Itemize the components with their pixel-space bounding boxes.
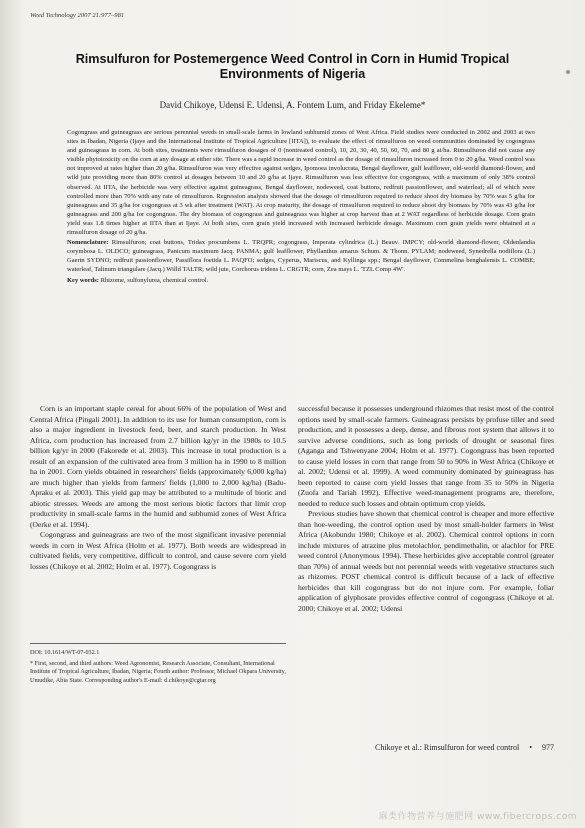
keywords	[67, 276, 535, 285]
title-line-2: Environments of Nigeria	[219, 67, 366, 81]
footer-bullet: •	[529, 743, 532, 752]
keywords-text: Rhizome, sulfonylurea, chemical control.	[100, 276, 209, 284]
journal-running-head: Weed Technology 2007 21:977–981	[30, 12, 125, 19]
author-list: David Chikoye, Udensi E. Udensi, A. Fontem Lum, and Friday Ekeleme*	[159, 100, 426, 110]
page-number: 977	[542, 743, 554, 752]
running-foot: Chikoye et al.: Rimsulfuron for weed control	[374, 743, 520, 752]
abstract	[67, 128, 535, 285]
scan-margin-mark	[566, 70, 570, 74]
body-column-right	[298, 404, 554, 614]
article-title	[30, 52, 555, 82]
nomenclature-text: Rimsulfuron; coat buttons, Tridax procumbens L. TRQPR; cogongrass, Imperata cylindrica (L.) Beauv. IMPCY; old-world diamond-flower, Oldenlandia corymbosa L. OLDCO; guineagrass, Panicum maximum Jacq. PANMA; gulf leafflower, Phyllanthus amarus Schum. & Thonn. PYLAM; nodeweed, Synedrella nodiflora (L.) Gaertn SYDNO; redfruit passionflower, Passiflora foetida L. PAQFO; sedges, Cyperus, Mariscus, and Kyllinga spp.; Bengal dayflower, Commelina benghalensis L. COMBE; waterleaf, Talinum triangulare (Jacq.) Willd TALTR; wild jute, Corchorus tridens L. CRGTR; corn, Zea mays L. 'TZL Comp 4W'.	[67, 239, 535, 274]
footnote-block	[30, 643, 286, 685]
site-watermark: 麻类作物营养与施肥网 www.fibercrops.com	[378, 812, 577, 822]
body-paragraph: successful because it possesses underground rhizomes that resist most of the control options used by small-scale farmers. Guineagrass persists by profuse tiller and seed production, and it possesses a deep, dense, and fibrous root system that allows it to survive adverse conditions, such as long periods of drought or seasonal fires (Aganga and Tshwenyane 2004; Holm et al. 1977). Cogongrass has been reported to cause yield losses in corn that range from 50 to 90% in West Africa (Chikoye et al. 2002; Udensi et al. 1999). A weed community dominated by guineagrass has been reported to cause corn yield losses that range from 35 to 50% in Nigeria (Zuofa and Tariah 1992). Effective weed-management programs are, therefore, needed to reduce such losses and obtain optimum crop yields.	[298, 404, 554, 508]
nomenclature-label: Nomenclature:	[67, 239, 109, 247]
keywords-label: Key words:	[67, 276, 99, 284]
abstract-text: Cogongrass and guineagrass are serious perennial weeds in small-scale farms in lowland subhumid zones of West Africa. Field studies were conducted in 2002 and 2003 at two sites in Ibadan, Nigeria (Ijaye and the International Institute of Tropical Agriculture [IITA]), to evaluate the effect of rimsulfuron on weed communities dominated by cogongrass and guineagrass in corn. At both sites, treatments were rimsulfuron dosages of 0 (nontreated control), 10, 20, 30, 40, 50, 60, 70, and 80 g ai/ha. Rimsulfuron did not cause any visible phytotoxicity on the corn at any dosage at either site. There was a rapid increase in weed control as the dosage of rimsulfuron increased from 0 to 20 g/ha. Weed control was not improved at rates higher than 20 g/ha. Rimsulfuron was very effective against sedges, Ipomoea involucrata, Bengal dayflower, gulf leafflower, old-world diamond-flower, and wild jute providing more than 80% control at dosages between 10 and 20 g/ha at Ijaye. Rimsulfuron was less effective for cogongrass, with a maximum of only 38% control observed. At IITA, the herbicide was very effective against guineagrass, Bengal dayflower, nodeweed, coat buttons, redfruit passionflower, and waterleaf; all of which were controlled more than 70% with any rate of rimsulfuron. Regression analysis showed that the dosage of rimsulfuron required to reduce shoot dry biomass by 70% was 5 g/ha for guineagrass and 35 g/ha for cogongrass at 3 wk after treatment (WAT). At crop maturity, the dosage of rimsulfuron required to reduce shoot dry biomass by 70% was 43 g/ha for guineagrass and 200 g/ha for cogongrass. The dry biomass of cogongrass and guineagrass was higher at crop harvest than at 2 WAT regardless of herbicide dosage. Corn grain yield was 1.8 times higher at IITA than at Ijaye. At both sites, corn grain yield increased with increased herbicide dosage. Maximum corn grain yields were obtained at a rimsulfuron dosage of 20 g/ha.	[67, 129, 535, 237]
body-paragraph: Corn is an important staple cereal for about 66% of the population of West and Central Africa (Pingali 2001). In addition to its use for human consumption, corn is also a major ingredient in livestock feed, beer, and starch production. In West Africa, corn production has increased from 2.7 billion kg/yr in the 1980s to 10.5 billion kg/yr in 2000 (Fakorede et al. 2003). This increase in total production is a result of an expansion of the cultivated area from 3 million ha in 1990 to 8 million ha in 2001. Corn yields obtained in researchers' fields (approximately 6,000 kg/ha) are much higher than yields from farmers' fields (1,000 to 2,000 kg/ha) (Badu-Apraku et al. 2003). This yield gap may be attributed to a multitude of biotic and abiotic stresses. Weeds are among the most serious biotic factors that limit crop productivity in small-scale farms in the humid and subhumid zones of West Africa (Oerke et al. 1994).	[30, 404, 286, 529]
page-footer	[298, 743, 554, 752]
body-column-left	[30, 404, 286, 572]
doi: DOI: 10.1614/WT-07-032.1	[30, 649, 100, 656]
author-footnote: * First, second, and third authors: Weed Agronomist, Research Associate, Consultant, International Institute of Tropical Agriculture, Ibadan, Nigeria; Fourth author: Professor, Michael Okpara University, Umudike, Abia State. Corresponding author's E-mail: d.chikoye@cgiar.org	[30, 659, 286, 684]
nomenclature	[67, 238, 535, 274]
body-paragraph: Previous studies have shown that chemical control is cheaper and more effective than hoe-weeding, the control option used by most small-holder farmers in West Africa (Akobundu 1980; Chikoye et al. 2002). Chemical control options in corn include mixtures of atrazine plus metolachlor, pendimethalin, or alachlor for PRE weed control (Anonymous 1994). These herbicides give acceptable control (greater than 70%) of annual weeds but not perennial weeds with vegetative structures such as rhizomes. POST chemical control is difficult because of a lack of effective herbicides that kill cogongrass but do not injure corn. For example, foliar application of glyphosate provides effective control of cogongrass (Chikoye et al. 2000; Chikoye et al. 2002; Udensi	[298, 509, 554, 613]
body-paragraph: Cogongrass and guineagrass are two of the most significant invasive perennial weeds in corn in West Africa (Holm et al. 1977). Both weeds are widespread in cultivated fields, very competitive, difficult to control, and cause severe corn yield losses (Chikoye et al. 2002; Holm et al. 1977). Cogongrass is	[30, 530, 286, 571]
title-line-1: Rimsulfuron for Postemergence Weed Control in Corn in Humid Tropical	[75, 52, 510, 66]
